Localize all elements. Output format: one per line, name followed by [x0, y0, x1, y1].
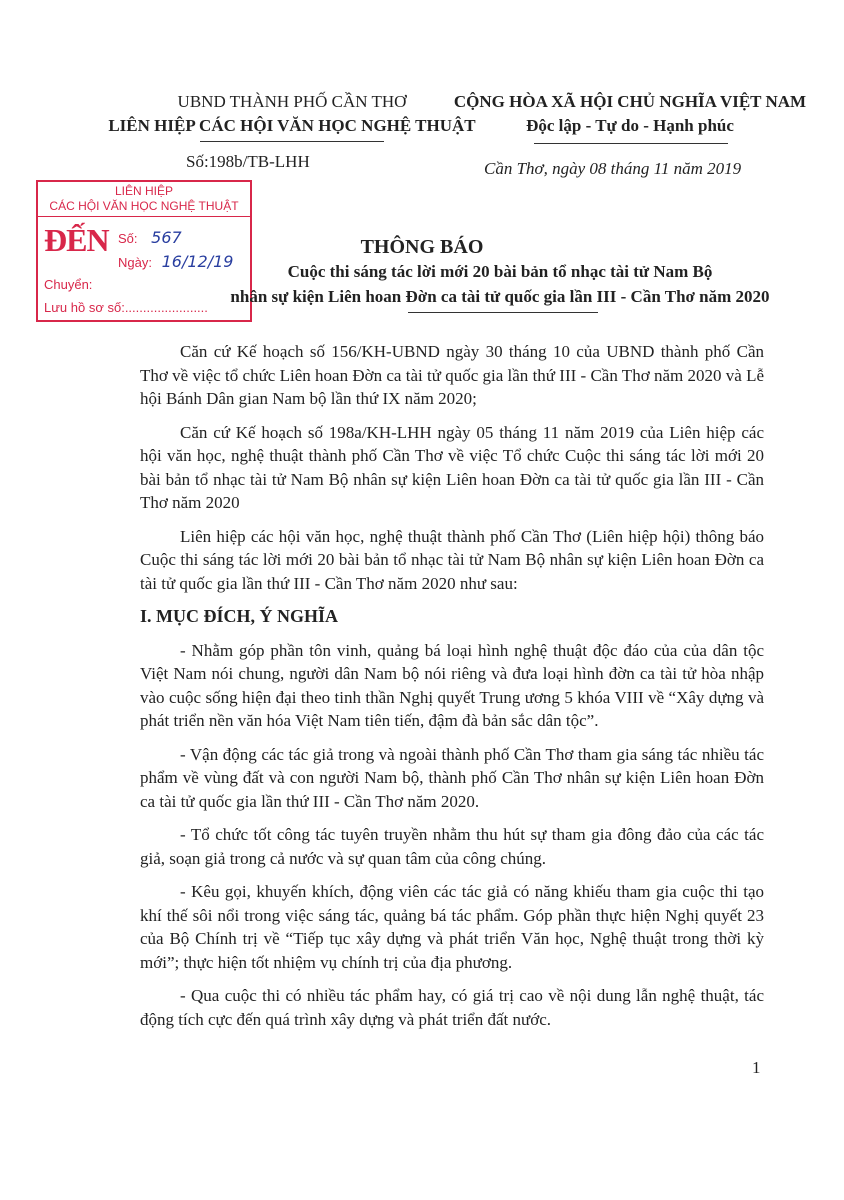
nation-header	[440, 90, 820, 138]
purpose-item-1: - Nhằm góp phần tôn vinh, quảng bá loại hình nghệ thuật độc đáo của của dân tộc Việt Nam nói chung, người dân Nam bộ nói riêng và đưa loại hình đờn ca tài tử hòa nhập vào cuộc sống hiện đại theo tinh thần Nghị quyết Trung ương 5 khóa VIII về “Xây dựng và phát triển nền văn hóa Việt Nam tiên tiến, đậm đà bản sắc dân tộc”.	[140, 640, 764, 730]
stamp-org-line2: CÁC HỘI VĂN HỌC NGHỆ THUẬT	[49, 199, 239, 213]
issuer-underline	[200, 141, 384, 142]
doc-title: THÔNG BÁO	[360, 236, 484, 258]
paragraph-basis-2: Căn cứ Kế hoạch số 198a/KH-LHH ngày 05 tháng 11 năm 2019 của Liên hiệp các hội văn học, nghệ thuật thành phố Cần Thơ về việc Tổ chức Cuộc thi sáng tác lời mới 20 bài bản tổ nhạc tài tử Nam Bộ nhân sự kiện Liên hoan Đờn ca tài tử quốc gia lần III - Cần Thơ năm 2020	[140, 422, 764, 512]
stamp-date-field	[118, 252, 233, 271]
stamp-org-line1: LIÊN HIỆP	[114, 184, 174, 198]
subtitle-underline	[408, 312, 598, 313]
purpose-item-5: - Qua cuộc thi có nhiều tác phẩm hay, có giá trị cao về nội dung lẫn nghệ thuật, tác động tích cực đến quá trình xây dựng và phát triển đất nước.	[140, 986, 764, 1029]
issuer-name: LIÊN HIỆP CÁC HỘI VĂN HỌC NGHỆ THUẬT	[108, 116, 476, 135]
paragraph-basis-1: Căn cứ Kế hoạch số 156/KH-UBND ngày 30 tháng 10 của UBND thành phố Cần Thơ về việc tổ chức Liên hoan Đờn ca tài tử quốc gia lần thứ III - Cần Thơ năm 2020 và Lễ hội Bánh Dân gian Nam bộ lần thứ IX năm 2020;	[140, 342, 764, 408]
stamp-divider	[38, 216, 250, 217]
section-heading-purpose: I. MỤC ĐÍCH, Ý NGHĨA	[140, 606, 338, 626]
page-number: 1	[752, 1058, 761, 1077]
nation-name: CỘNG HÒA XÃ HỘI CHỦ NGHĨA VIỆT NAM	[453, 92, 807, 111]
stamp-org	[38, 184, 250, 214]
doc-date: Cần Thơ, ngày 08 tháng 11 năm 2019	[484, 159, 742, 178]
motto-underline	[534, 143, 728, 144]
purpose-item-4-end: ”; thực hiện tốt nhiệm vụ chính trị của địa phương.	[166, 952, 513, 972]
stamp-number-value: 567	[151, 228, 182, 247]
purpose-item-4	[140, 880, 764, 974]
stamp-number-label: Số:	[118, 231, 138, 246]
purpose-item-2: - Vận động các tác giả trong và ngoài thành phố Cần Thơ tham gia sáng tác nhiều tác phẩm về vùng đất và con người Nam bộ, thành phố Cần Thơ nhân sự kiện Liên hoan Đờn ca tài tử quốc gia lần thứ III - Cần Thơ năm 2020.	[140, 744, 764, 811]
doc-subtitle	[220, 259, 780, 309]
stamp-date-value: 16/12/19	[161, 252, 234, 271]
subtitle-line1: Cuộc thi sáng tác lời mới 20 bài bản tổ nhạc tài tử Nam Bộ	[287, 262, 713, 281]
doc-body	[140, 340, 764, 1041]
stamp-archive-field: Lưu hồ sơ số:.......................	[44, 300, 208, 315]
paragraph-announcement: Liên hiệp các hội văn học, nghệ thuật thành phố Cần Thơ (Liên hiệp hội) thông báo Cuộc thi sáng tác lời mới 20 bài bản tổ nhạc tài tử Nam Bộ nhân sự kiện Liên hoan Đờn ca tài tử quốc gia lần thứ III - Cần Thơ năm 2020 như sau:	[140, 526, 764, 593]
issuer-parent: UBND THÀNH PHỐ CẦN THƠ	[177, 92, 407, 111]
purpose-item-3: - Tổ chức tốt công tác tuyên truyền nhằm thu hút sự tham gia đông đảo của các tác giả, soạn giả trong cả nước và sự quan tâm của công chúng.	[140, 825, 764, 868]
purpose-item-4-main: - Kêu gọi, khuyến khích, động viên các tác giả có năng khiếu tham gia cuộc thi tạo khí thế sôi nổi trong việc sáng tác, quảng bá tác phẩm. Góp phần thực hiện Nghị quyết 23 của Bộ Chính trị về “Tiếp tục xây dựng và phát triển Văn học, Nghệ thuật trong thời kỳ mới	[140, 882, 764, 972]
stamp-number-field	[118, 228, 182, 247]
stamp-transfer-field: Chuyển:	[44, 277, 93, 292]
subtitle-line2: nhân sự kiện Liên hoan Đờn ca tài tử quốc gia lần III - Cần Thơ năm 2020	[230, 287, 770, 306]
doc-number: Số:198b/TB-LHH	[186, 152, 310, 171]
nation-motto: Độc lập - Tự do - Hạnh phúc	[526, 116, 734, 135]
stamp-den: ĐẾN	[44, 222, 109, 258]
stamp-date-label: Ngày:	[118, 255, 152, 270]
